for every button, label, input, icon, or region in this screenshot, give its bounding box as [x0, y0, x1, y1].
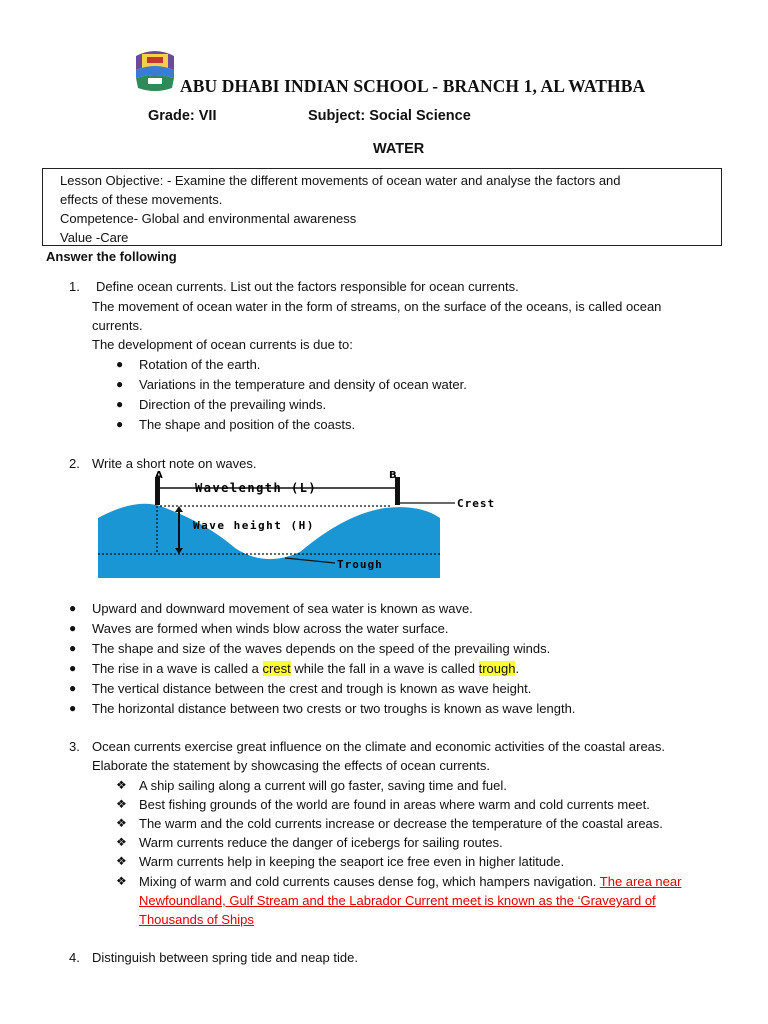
q2-number: 2. — [69, 456, 80, 471]
list-item: A ship sailing along a current will go faster, saving time and fuel. — [139, 778, 507, 793]
wave-diagram — [95, 470, 525, 580]
list-item: The warm and the cold currents increase or decrease the temperature of the coastal areas. — [139, 816, 663, 831]
bullet-dot: ● — [69, 681, 77, 695]
list-item: Mixing of warm and cold currents causes dense fog, which hampers navigation. The area near — [139, 874, 682, 889]
bullet-dot: ● — [116, 417, 124, 431]
competence-line: Competence- Global and environmental awareness — [60, 211, 357, 226]
bullet-dot: ● — [69, 601, 77, 615]
list-item: Direction of the prevailing winds. — [139, 397, 327, 412]
bullet-dot: ● — [116, 397, 124, 411]
graveyard-note: The area near — [599, 874, 682, 889]
q1-number: 1. — [69, 279, 80, 294]
q3-number: 3. — [69, 739, 80, 754]
list-item: Rotation of the earth. — [139, 357, 261, 372]
trough-highlight: trough — [478, 661, 516, 676]
diamond-bullet-icon: ❖ — [116, 835, 127, 849]
bullet-dot: ● — [69, 661, 77, 675]
wave-water — [98, 504, 440, 578]
q1-question: Define ocean currents. List out the factors responsible for ocean currents. — [96, 279, 519, 294]
list-item: Best fishing grounds of the world are found in areas where warm and cold currents meet. — [139, 797, 650, 812]
graveyard-note: Newfoundland, Gulf Stream and the Labrador Current meet is known as the ‘Graveyard of — [139, 893, 656, 908]
q3-question: Ocean currents exercise great influence on the climate and economic activities of the coastal areas. — [92, 739, 666, 754]
crest-highlight: crest — [262, 661, 291, 676]
bullet-dot: ● — [116, 377, 124, 391]
bullet-dot: ● — [69, 621, 77, 635]
list-item: The vertical distance between the crest and trough is known as wave height. — [92, 681, 532, 696]
list-item: The shape and size of the waves depends on the speed of the prevailing winds. — [92, 641, 551, 656]
list-item: Variations in the temperature and density of ocean water. — [139, 377, 467, 392]
q1-answer: The movement of ocean water in the form of streams, on the surface of the oceans, is called ocean — [92, 299, 662, 314]
answer-heading: Answer the following — [46, 249, 177, 264]
list-item: Upward and downward movement of sea water is known as wave. — [92, 601, 473, 616]
bullet-dot: ● — [69, 701, 77, 715]
diamond-bullet-icon: ❖ — [116, 854, 127, 868]
objective-line: Lesson Objective: - Examine the different movements of ocean water and analyse the factors and — [60, 173, 621, 188]
q3-question: Elaborate the statement by showcasing the effects of ocean currents. — [92, 758, 490, 773]
page-title: WATER — [373, 141, 425, 157]
list-item: Warm currents reduce the danger of icebergs for sailing routes. — [139, 835, 503, 850]
trough-label: Trough — [337, 558, 383, 571]
wave-height-label: Wave height (H) — [193, 519, 315, 532]
diamond-bullet-icon: ❖ — [116, 816, 127, 830]
diamond-bullet-icon: ❖ — [116, 778, 127, 792]
bullet-dot: ● — [69, 641, 77, 655]
q1-answer: currents. — [92, 318, 143, 333]
wavelength-label: Wavelength (L) — [195, 481, 318, 495]
objective-line: effects of these movements. — [60, 192, 223, 207]
graveyard-note: Thousands of Ships — [139, 912, 254, 927]
q4-question: Distinguish between spring tide and neap tide. — [92, 950, 358, 965]
school-logo — [132, 48, 178, 94]
crest-label: Crest — [457, 497, 496, 510]
value-line: Value -Care — [60, 230, 129, 245]
diamond-bullet-icon: ❖ — [116, 874, 127, 888]
school-name: ABU DHABI INDIAN SCHOOL - BRANCH 1, AL WATHBA — [180, 76, 646, 96]
subject-label: Subject: Social Science — [308, 108, 471, 124]
list-item: The shape and position of the coasts. — [139, 417, 356, 432]
list-item: Warm currents help in keeping the seaport ice free even in higher latitude. — [139, 854, 565, 869]
bullet-dot: ● — [116, 357, 124, 371]
q1-intro: The development of ocean currents is due to: — [92, 337, 353, 352]
label-b: B — [389, 470, 397, 481]
q2-question: Write a short note on waves. — [92, 456, 257, 471]
objective-box — [42, 168, 722, 246]
label-a: A — [155, 470, 163, 481]
diamond-bullet-icon: ❖ — [116, 797, 127, 811]
q4-number: 4. — [69, 950, 80, 965]
list-item: The horizontal distance between two crests or two troughs is known as wave length. — [92, 701, 576, 716]
list-item: The rise in a wave is called a crest while the fall in a wave is called trough. — [92, 661, 520, 676]
list-item: Waves are formed when winds blow across the water surface. — [92, 621, 449, 636]
grade-label: Grade: VII — [148, 108, 217, 124]
